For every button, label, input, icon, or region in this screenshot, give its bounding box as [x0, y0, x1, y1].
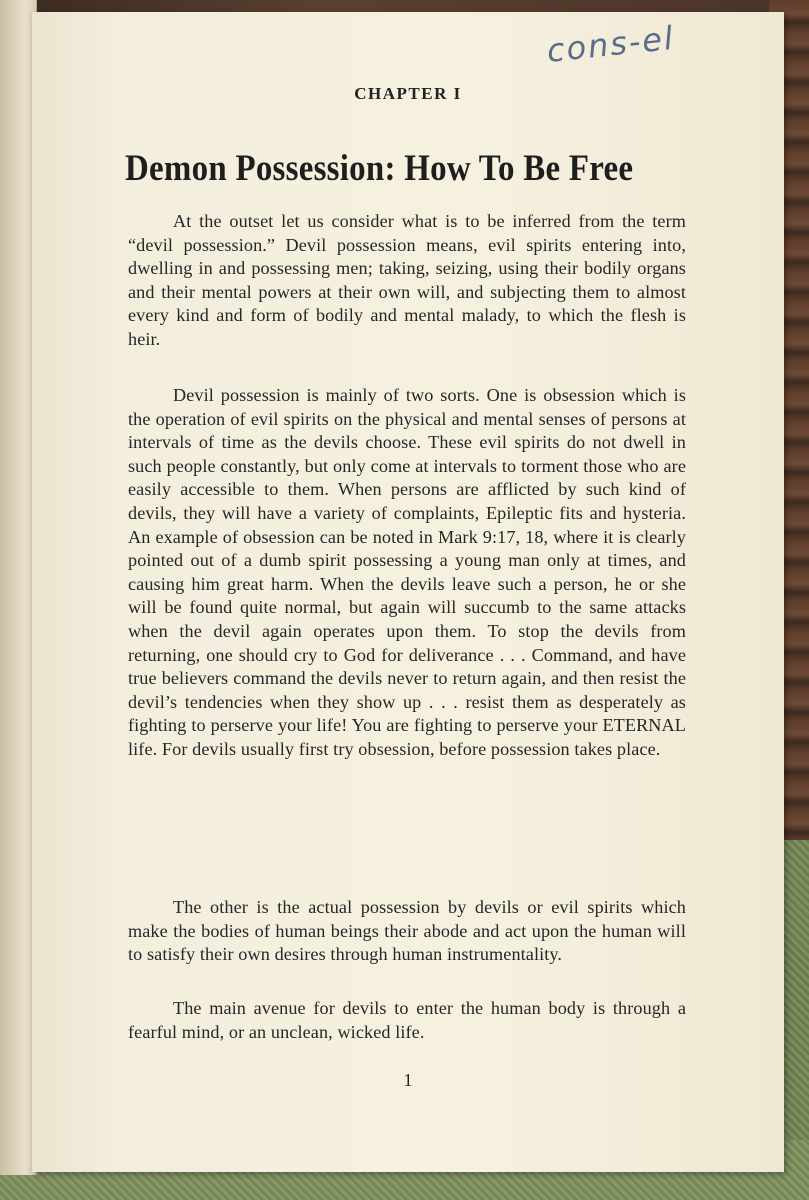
- paragraph-text: At the outset let us consider what is to be inferred from the term “devil possession.” Devil possession means, evil spirits entering into, dwelling in and possessing men; taking, seizing, using their bodily organs and their mental powers at their own will, and subjecting them to almost every kind and form of bodily and mental malady, to which the flesh is heir.: [128, 211, 686, 349]
- paragraph-4: [128, 997, 686, 1044]
- paragraph-text: The main avenue for devils to enter the human body is through a fearful mind, or an unclean, wicked life.: [128, 998, 686, 1042]
- handwritten-annotation: cons-el: [545, 18, 677, 70]
- paragraph-1: [128, 210, 686, 352]
- paragraph-text: The other is the actual possession by devils or evil spirits which make the bodies of human beings their abode and act upon the human will to satisfy their own desires through human instrumentality.: [128, 897, 686, 965]
- paragraph-2: [128, 384, 686, 762]
- chapter-heading: CHAPTER I: [354, 84, 462, 103]
- page-title: Demon Possession: How To Be Free: [125, 148, 634, 189]
- paragraph-3: [128, 896, 686, 967]
- page-number: 1: [403, 1070, 413, 1090]
- book-page: [32, 12, 784, 1172]
- paragraph-text: Devil possession is mainly of two sorts. One is obsession which is the operation of evil spirits on the physical and mental senses of persons at intervals of time as the devils choose. These evil spirits do not dwell in such people constantly, but only come at intervals to torment those who are easily accessible to them. When persons are afflicted by such kind of devils, they will have a variety of complaints, Epileptic fits and hysteria. An example of obsession can be noted in Mark 9:17, 18, where it is clearly pointed out of a dumb spirit possessing a young man only at times, and causing him great harm. When the devils leave such a person, he or she will be found quite normal, but again will succumb to the same attacks when the devil again operates upon them. To stop the devils from returning, one should cry to God for deliverance . . . Command, and have true believers command the devils never to return again, and then resist the devil’s tendencies when they show up . . . resist them as desperately as fighting to perserve your life! You are fighting to perserve your ETERNAL life. For devils usually first try obsession, before possession takes place.: [128, 385, 686, 759]
